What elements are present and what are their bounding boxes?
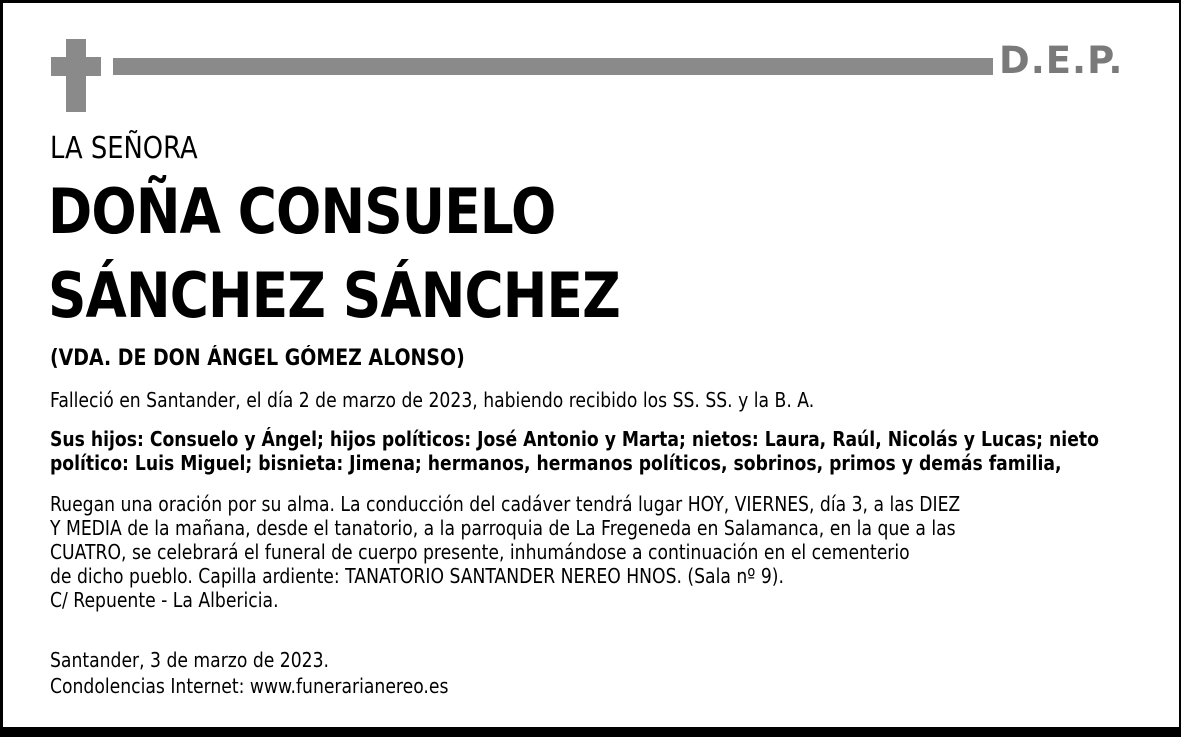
details-line: Ruegan una oración por su alma. La conducción del cadáver tendrá lugar HOY, VIERNES, día 3, a las DIEZ — [50, 492, 961, 516]
intro-label: LA SEÑORA — [50, 131, 198, 166]
widow-of: (VDA. DE DON ÁNGEL GÓMEZ ALONSO) — [50, 346, 465, 371]
header-rule — [113, 58, 993, 75]
family-line: político: Luis Miguel; bisnieta: Jimena; hermanos, hermanos políticos, sobrinos, primos y demás familia, — [50, 451, 1062, 475]
deceased-name-line1: DOÑA CONSUELO — [48, 175, 556, 248]
funeral-details — [50, 492, 960, 612]
family-line: Sus hijos: Consuelo y Ángel; hijos políticos: José Antonio y Marta; nietos: Laura, Raúl, Nicolás y Lucas; nieto — [50, 427, 1099, 451]
details-line: de dicho pueblo. Capilla ardiente: TANATORIO SANTANDER NEREO HNOS. (Sala nº 9). — [50, 564, 784, 588]
death-notice: Falleció en Santander, el día 2 de marzo de 2023, habiendo recibido los SS. SS. y la B. A. — [50, 388, 815, 412]
family-list — [50, 427, 1099, 475]
deceased-name-line2: SÁNCHEZ SÁNCHEZ — [48, 259, 620, 332]
condolences-link: Condolencias Internet: www.funerarianereo.es — [50, 674, 449, 698]
details-line: CUATRO, se celebrará el funeral de cuerpo presente, inhumándose a continuación en el cementerio — [50, 540, 910, 564]
dep-label: D.E.P. — [999, 39, 1124, 82]
place-date: Santander, 3 de marzo de 2023. — [50, 648, 330, 672]
details-line: C/ Repuente - La Albericia. — [50, 588, 279, 612]
details-line: Y MEDIA de la mañana, desde el tanatorio, a la parroquia de La Fregeneda en Salamanca, en la que a las — [50, 516, 956, 540]
cross-icon-arm — [51, 57, 101, 76]
